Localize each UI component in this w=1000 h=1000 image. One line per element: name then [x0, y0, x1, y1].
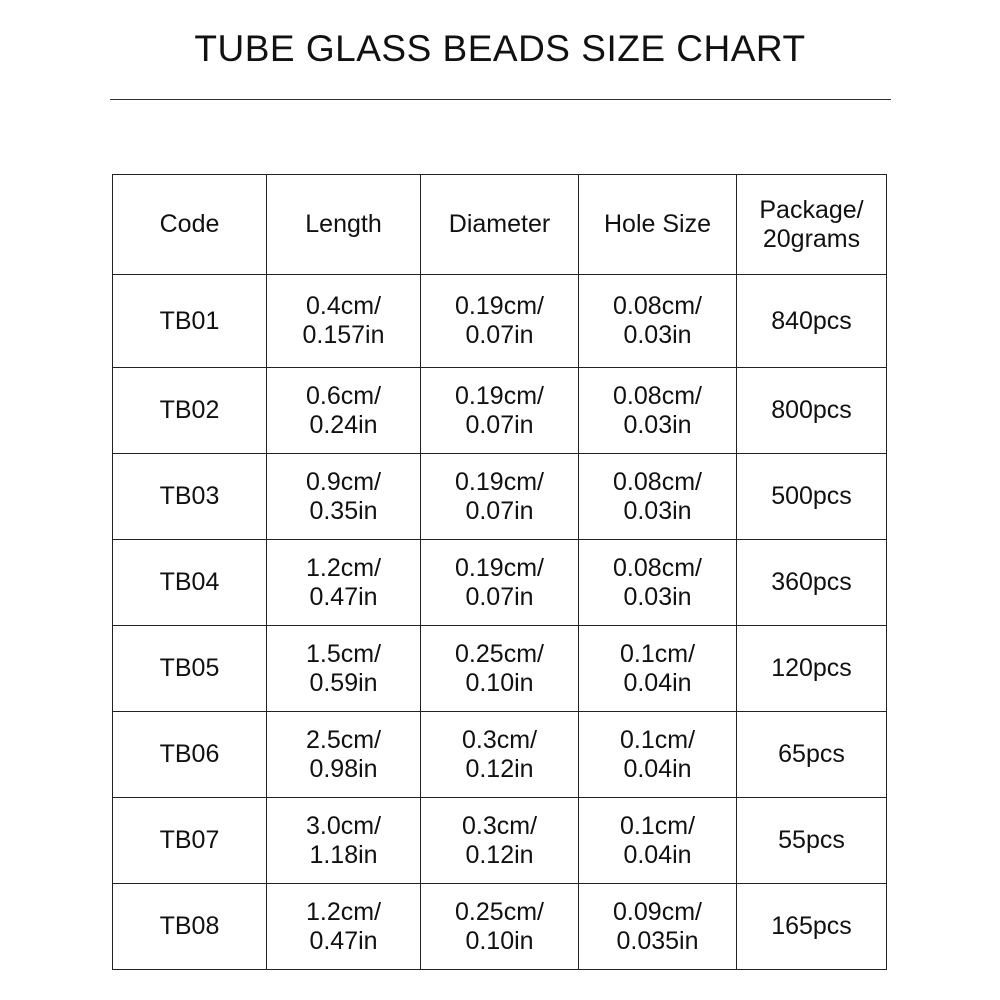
cell-diameter: [421, 884, 579, 970]
cell-code: TB04: [113, 540, 267, 626]
cell-diameter-cm: 0.25cm/: [455, 897, 544, 926]
cell-diameter-cm: 0.19cm/: [455, 467, 544, 496]
cell-package: 120pcs: [737, 626, 887, 712]
header-length: Length: [267, 175, 421, 275]
title-divider: [110, 99, 891, 100]
cell-length-cm: 0.4cm/: [305, 292, 382, 320]
cell-diameter-in: 0.12in: [465, 754, 534, 783]
header-package: [737, 175, 887, 275]
cell-diameter-cm: 0.19cm/: [455, 553, 544, 582]
table-row: [113, 798, 887, 884]
cell-hole-size: [579, 275, 737, 368]
cell-length: [267, 626, 421, 712]
size-chart-table: [112, 174, 887, 970]
table-row: [113, 626, 887, 712]
cell-length: [267, 884, 421, 970]
cell-length-cm: 1.2cm/: [305, 553, 382, 582]
header-hole-size: Hole Size: [579, 175, 737, 275]
cell-length-in: 0.47in: [309, 582, 378, 611]
cell-length-in: 0.47in: [309, 926, 378, 955]
cell-package: 840pcs: [737, 275, 887, 368]
cell-diameter-in: 0.07in: [465, 321, 534, 349]
cell-length-cm: 0.9cm/: [305, 467, 382, 496]
cell-diameter-in: 0.07in: [465, 496, 534, 525]
cell-length-cm: 1.5cm/: [305, 639, 382, 668]
cell-package: 360pcs: [737, 540, 887, 626]
cell-length-in: 0.35in: [309, 496, 378, 525]
cell-length-cm: 2.5cm/: [305, 725, 382, 754]
table-header-row: [113, 175, 887, 275]
cell-hole-size: [579, 626, 737, 712]
cell-length-in: 0.157in: [302, 321, 385, 349]
table-row: [113, 454, 887, 540]
cell-hole-size-cm: 0.1cm/: [619, 639, 696, 668]
cell-length: [267, 454, 421, 540]
cell-package: 55pcs: [737, 798, 887, 884]
table-row: [113, 540, 887, 626]
cell-diameter-cm: 0.3cm/: [461, 811, 538, 840]
cell-hole-size: [579, 712, 737, 798]
cell-code: TB02: [113, 368, 267, 454]
cell-package: 65pcs: [737, 712, 887, 798]
cell-diameter-cm: 0.25cm/: [455, 639, 544, 668]
cell-hole-size-in: 0.03in: [623, 321, 692, 349]
cell-code: TB07: [113, 798, 267, 884]
cell-diameter-in: 0.12in: [465, 840, 534, 869]
cell-hole-size-in: 0.04in: [623, 668, 692, 697]
cell-length-in: 0.59in: [309, 668, 378, 697]
table-row: [113, 884, 887, 970]
cell-diameter-in: 0.10in: [465, 668, 534, 697]
cell-length-cm: 3.0cm/: [305, 811, 382, 840]
header-package-line1: Package/: [759, 195, 864, 224]
cell-length: [267, 368, 421, 454]
cell-hole-size-cm: 0.08cm/: [613, 467, 702, 496]
cell-diameter: [421, 540, 579, 626]
cell-length-in: 0.24in: [309, 410, 378, 439]
table-row: [113, 275, 887, 368]
cell-diameter-cm: 0.19cm/: [455, 292, 544, 320]
cell-hole-size-cm: 0.09cm/: [613, 897, 702, 926]
cell-diameter: [421, 368, 579, 454]
cell-hole-size-in: 0.03in: [623, 582, 692, 611]
cell-code: TB06: [113, 712, 267, 798]
cell-diameter-cm: 0.3cm/: [461, 725, 538, 754]
cell-code: TB08: [113, 884, 267, 970]
cell-diameter-in: 0.07in: [465, 410, 534, 439]
cell-hole-size: [579, 454, 737, 540]
cell-diameter-in: 0.10in: [465, 926, 534, 955]
cell-hole-size-cm: 0.1cm/: [619, 725, 696, 754]
cell-length: [267, 712, 421, 798]
cell-hole-size-in: 0.03in: [623, 410, 692, 439]
cell-diameter-in: 0.07in: [465, 582, 534, 611]
cell-length-in: 0.98in: [309, 754, 378, 783]
cell-hole-size-in: 0.04in: [623, 754, 692, 783]
cell-diameter: [421, 275, 579, 368]
cell-hole-size-in: 0.04in: [623, 840, 692, 869]
cell-package: 500pcs: [737, 454, 887, 540]
table-body: [113, 275, 887, 970]
cell-length-cm: 0.6cm/: [305, 381, 382, 410]
table-row: [113, 712, 887, 798]
header-code: Code: [113, 175, 267, 275]
cell-diameter-cm: 0.19cm/: [455, 381, 544, 410]
cell-length: [267, 275, 421, 368]
header-package-line2: 20grams: [762, 224, 861, 253]
cell-package: 800pcs: [737, 368, 887, 454]
cell-hole-size-in: 0.035in: [616, 926, 699, 955]
cell-hole-size-in: 0.03in: [623, 496, 692, 525]
cell-hole-size: [579, 798, 737, 884]
cell-hole-size: [579, 540, 737, 626]
cell-hole-size: [579, 884, 737, 970]
cell-diameter: [421, 712, 579, 798]
cell-length-in: 1.18in: [309, 840, 378, 869]
cell-hole-size-cm: 0.1cm/: [619, 811, 696, 840]
cell-code: TB01: [113, 275, 267, 368]
cell-package: 165pcs: [737, 884, 887, 970]
cell-code: TB05: [113, 626, 267, 712]
cell-hole-size: [579, 368, 737, 454]
cell-diameter: [421, 626, 579, 712]
cell-hole-size-cm: 0.08cm/: [613, 292, 702, 320]
page-title: TUBE GLASS BEADS SIZE CHART: [194, 28, 806, 69]
cell-diameter: [421, 798, 579, 884]
cell-length: [267, 540, 421, 626]
cell-hole-size-cm: 0.08cm/: [613, 381, 702, 410]
table-row: [113, 368, 887, 454]
cell-length-cm: 1.2cm/: [305, 897, 382, 926]
cell-diameter: [421, 454, 579, 540]
cell-length: [267, 798, 421, 884]
cell-code: TB03: [113, 454, 267, 540]
cell-hole-size-cm: 0.08cm/: [613, 553, 702, 582]
header-diameter: Diameter: [421, 175, 579, 275]
